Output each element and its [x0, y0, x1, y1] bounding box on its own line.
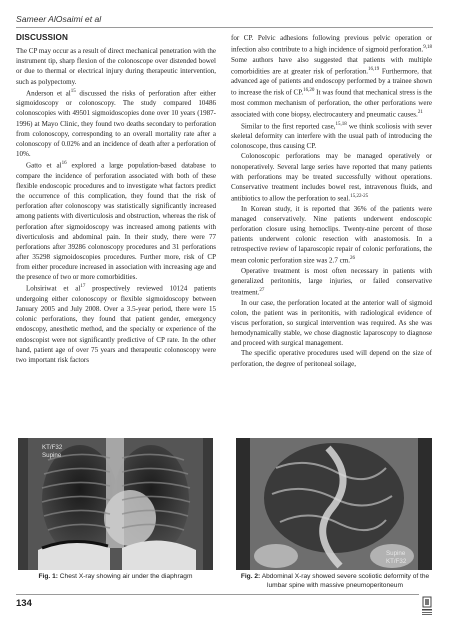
right-column — [231, 33, 432, 369]
left-column — [16, 33, 216, 365]
figure-marker: Supine KT/F32 — [386, 550, 407, 565]
paragraph: The specific operative procedures used will depend on the size of perforation, the degree of peritoneal soilage, — [231, 349, 432, 368]
paragraph: The CP may occur as a result of direct mechanical penetration with the instrument tip, sharp flexion of the colonoscope over distended bowel or due to thermal or electrical injury during therapeutic intervention, such as polypectomy. — [16, 47, 216, 86]
chest-xray-image — [18, 438, 213, 570]
figure-marker: KT/F32 Supine — [42, 444, 63, 459]
abdominal-xray-image — [236, 438, 432, 570]
section-title: DISCUSSION — [16, 33, 68, 42]
figure-2-caption: Fig. 2: Abdominal X-ray showed severe scoliotic deformity of the lumbar spine with massive pneumoperitoneum — [240, 573, 430, 589]
page-number: 134 — [16, 598, 32, 609]
figure-1-caption: Fig. 1: Chest X-ray showing air under the diaphragm — [38, 573, 193, 580]
paragraph: Lohsiriwat et $al^{17}$ prospectively reviewed 10124 patients undergoing either colonoscopy or flexible sigmoidoscopy between January 2005 and July 2008. Over a 3.5-year period, there were 15 colonic perforations, they found that patient gender, emergency endoscopy, anesthetic method, and the specialty or experience of the endoscopist were not significantly predictive of CP rate. In the other hand, patient age of over 75 years and therapeutic colonoscopy were two important risk factors — [16, 284, 216, 364]
paragraph: In Korean study, it is reported that 36% of the patients were managed conservatively. Nine patients underwent endoscopic perforation closure using hemoclips. Twenty-nine percent of those patients underwent colonic resection with anastomosis. In a retrospective review of laparoscopic repair of colonic perforations, the mean colonic perforation size was 2.7 cm.$^{26}$ — [231, 204, 432, 265]
paragraph: Anderson et $al^{15}$ discussed the risks of perforation after either sigmoidoscopy or colonoscopy. The study compared 10486 colonoscopies with 49501 sigmoidoscopies done over 10 years (1987-1996) at Mayo Clinic, they found two deaths secondary to perforation from colonoscopy, corresponding to an overall mortality rate after a colonoscopy of 0.02% and an incidence of death after a perforation of 10%. — [16, 88, 216, 159]
footer-rule — [16, 594, 419, 595]
running-head: Sameer AlOsaimi et al — [16, 14, 102, 24]
paragraph: Gatto et $al^{16}$ explored a large population-based database to compare the incidence of perforation associated with both of these flexible endoscopic procedures and to investigate what factors predict the occurrence of this complication, they found that the risk of perforation after colonoscopy was statistically significantly increased among patients with diverticulosis and obstruction, whereas the risk of perforation after sigmoidoscopy was increased among patients with diverticulosis and abdominal pain. In their study, there were 77 perforations after 39286 colonoscopy procedures and 31 perforations after 35298 sigmoidoscopies procedures. Further more, risk of CP from either procedure increased in association with increasing age and the presence of two or more comorbidities. — [16, 161, 216, 282]
paragraph: Operative treatment is most often necessary in patients with generalized peritonitis, large injuries, or failed conservative treatment.$^{27}$ — [231, 266, 432, 297]
paragraph: Similar to the first reported case,$^{15,18}$ we think scoliosis with sever skeletal deformity can interfere with the usual path of introducing the colonoscope, thus causing CP. — [231, 121, 432, 151]
publisher-logo-icon — [421, 595, 433, 617]
paragraph: In our case, the perforation located at the anterior wall of sigmoid colon, the patient was in peritonitis, with radiological evidence of viscus perforation, so surgical intervention was required. As she was hemodynamically stable, we chose diagnostic laparoscopy to diagnose and proceed with surgical management. — [231, 298, 432, 348]
paragraph: Colonoscopic perforations may be managed operatively or nonoperatively. Several large series have reported that many patients with perforations may be treated successfully without operations. Conservative treatment includes bowel rest, intravenous fluids, and antibiotics to allow the perforation to seal.$^{15,22-25}$ — [231, 152, 432, 203]
header-rule — [16, 27, 433, 28]
paragraph: for CP. Pelvic adhesions following previous pelvic operation or infection also contribute to a high incidence of sigmoid perforation.$^{9,18}$ Some authors have also suggested that patients with multiple comorbidities are at greater risk of perforation.$^{16,19}$ Furthermore, that advanced age of patients and endoscopy performed by a trainee shown to increase the risk of CP.$^{16,20}$ It was found that mechanical stress is the most common mechanism of perforation, the other perforations were associated with cone biopsy, electrocautery and pneumatic causes.$^{21}$ — [231, 34, 433, 119]
